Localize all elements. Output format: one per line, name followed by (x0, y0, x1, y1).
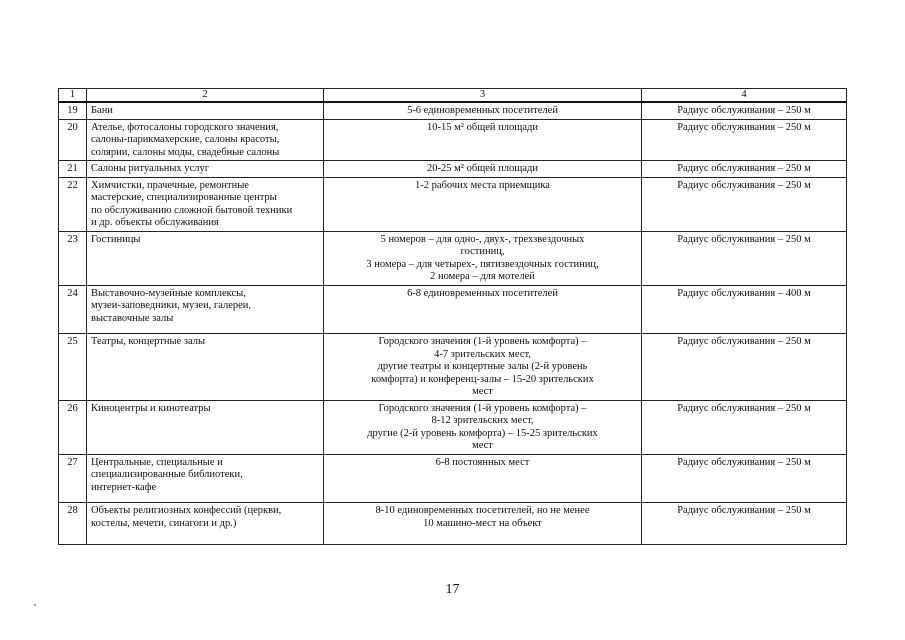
capacity-norm-cell (324, 119, 642, 161)
capacity-norm-line: другие (2-й уровень комфорта) – 15-25 зрительских (367, 427, 598, 439)
capacity-norm-line: Городского значения (1-й уровень комфорта) – (378, 402, 587, 414)
facility-name-cell (87, 400, 324, 454)
row-number: 21 (59, 161, 87, 178)
capacity-norm-line: мест (472, 440, 493, 451)
facility-name-cell (87, 285, 324, 334)
header-col-1: 1 (59, 89, 87, 103)
row-number: 28 (59, 503, 87, 545)
service-radius-cell: Радиус обслуживания – 250 м (642, 161, 847, 178)
capacity-norm-cell (324, 334, 642, 401)
facility-name-line: специализированные библиотеки, (91, 469, 243, 480)
row-number: 24 (59, 285, 87, 334)
capacity-norm-cell (324, 503, 642, 545)
row-number: 22 (59, 177, 87, 231)
row-number: 20 (59, 119, 87, 161)
facility-name-line: Театры, концертные залы (91, 336, 206, 347)
row-number: 25 (59, 334, 87, 401)
service-radius-cell: Радиус обслуживания – 250 м (642, 231, 847, 285)
facility-name-line: и др. объекты обслуживания (91, 217, 219, 228)
capacity-norm-line: Городского значения (1-й уровень комфорта) – (378, 336, 587, 347)
facility-name-line: мастерские, специализированные центры (91, 192, 277, 203)
capacity-norm-cell (324, 454, 642, 503)
capacity-norm-line: другие театры и концертные залы (2-й уровень (377, 361, 588, 372)
header-row (59, 89, 847, 103)
table-row (59, 161, 847, 178)
facility-name-cell (87, 177, 324, 231)
table-header (59, 89, 847, 103)
capacity-norm-cell (324, 231, 642, 285)
facility-name-line: Химчистки, прачечные, ремонтные (91, 179, 249, 191)
facility-name-line: Киноцентры и кинотеатры (91, 402, 211, 414)
facility-name-cell (87, 102, 324, 119)
table-row (59, 454, 847, 503)
capacity-norm-line: 4-7 зрительских мест, (434, 348, 531, 360)
facility-name-line: по обслуживанию сложной бытовой техники (91, 204, 293, 216)
capacity-norm-line: гостиниц, (460, 246, 505, 257)
table-row (59, 177, 847, 231)
capacity-norm-line: 10 машино-мест на объект (423, 517, 542, 529)
facility-name-line: Выставочно-музейные комплексы, (91, 287, 246, 299)
capacity-norm-line: 10-15 м² общей площади (427, 121, 538, 133)
table-row (59, 400, 847, 454)
table-body (59, 102, 847, 545)
facility-name-line: Гостиницы (91, 233, 141, 245)
capacity-norm-cell (324, 102, 642, 119)
service-radius-cell: Радиус обслуживания – 250 м (642, 503, 847, 545)
facility-name-cell (87, 161, 324, 178)
table-row (59, 102, 847, 119)
table-row (59, 334, 847, 401)
row-number: 23 (59, 231, 87, 285)
header-col-4: 4 (642, 89, 847, 103)
service-radius-cell: Радиус обслуживания – 250 м (642, 400, 847, 454)
service-radius-cell: Радиус обслуживания – 400 м (642, 285, 847, 334)
facility-name-cell (87, 119, 324, 161)
row-number: 26 (59, 400, 87, 454)
norms-table (58, 88, 847, 545)
table-row (59, 503, 847, 545)
facility-name-cell (87, 231, 324, 285)
table-row (59, 285, 847, 334)
facility-name-line: музеи-заповедники, музеи, галереи, (91, 300, 252, 311)
facility-name-cell (87, 334, 324, 401)
service-radius-cell: Радиус обслуживания – 250 м (642, 119, 847, 161)
capacity-norm-line: 8-10 единовременных посетителей, но не менее (375, 505, 590, 516)
capacity-norm-cell (324, 161, 642, 178)
capacity-norm-line: 2 номера – для мотелей (430, 271, 535, 282)
capacity-norm-line: 8-12 зрительских мест, (431, 415, 534, 426)
facility-name-line: выставочные залы (91, 312, 174, 324)
row-number: 27 (59, 454, 87, 503)
page-number: 17 (445, 582, 460, 597)
facility-name-line: Объекты религиозных конфессий (церкви, (91, 505, 282, 516)
capacity-norm-cell (324, 285, 642, 334)
row-number: 19 (59, 102, 87, 119)
service-radius-cell: Радиус обслуживания – 250 м (642, 454, 847, 503)
capacity-norm-line: 6-8 единовременных посетителей (407, 287, 558, 299)
facility-name-line: Салоны ритуальных услуг (91, 163, 210, 174)
facility-name-line: солярии, салоны моды, свадебные салоны (91, 146, 280, 158)
capacity-norm-line: 1-2 рабочих места приемщика (415, 179, 550, 191)
facility-name-line: интернет-кафе (91, 481, 157, 493)
service-radius-cell: Радиус обслуживания – 250 м (642, 334, 847, 401)
table-row (59, 119, 847, 161)
facility-name-line: Ателье, фотосалоны городского значения, (91, 121, 279, 133)
capacity-norm-line: мест (472, 386, 493, 397)
facility-name-line: костелы, мечети, синагоги и др.) (91, 517, 237, 529)
service-radius-cell: Радиус обслуживания – 250 м (642, 177, 847, 231)
header-col-2: 2 (87, 89, 324, 103)
facility-name-line: Центральные, специальные и (91, 456, 223, 468)
capacity-norm-line: 5-6 единовременных посетителей (407, 105, 558, 116)
capacity-norm-line: 3 номера – для четырех-, пятизвездочных гостиниц, (366, 258, 599, 270)
table-row (59, 231, 847, 285)
scan-artifact (34, 604, 36, 606)
service-radius-cell: Радиус обслуживания – 250 м (642, 102, 847, 119)
facility-name-cell (87, 503, 324, 545)
capacity-norm-line: комфорта) и конференц-залы – 15-20 зрительских (371, 373, 594, 385)
header-col-3: 3 (324, 89, 642, 103)
capacity-norm-line: 6-8 постоянных мест (435, 456, 530, 468)
capacity-norm-line: 5 номеров – для одно-, двух-, трехзвездочных (380, 233, 585, 245)
capacity-norm-cell (324, 400, 642, 454)
facility-name-line: салоны-парикмахерские, салоны красоты, (91, 134, 280, 145)
facility-name-line: Бани (91, 105, 113, 116)
capacity-norm-cell (324, 177, 642, 231)
capacity-norm-line: 20-25 м² общей площади (427, 163, 538, 174)
facility-name-cell (87, 454, 324, 503)
